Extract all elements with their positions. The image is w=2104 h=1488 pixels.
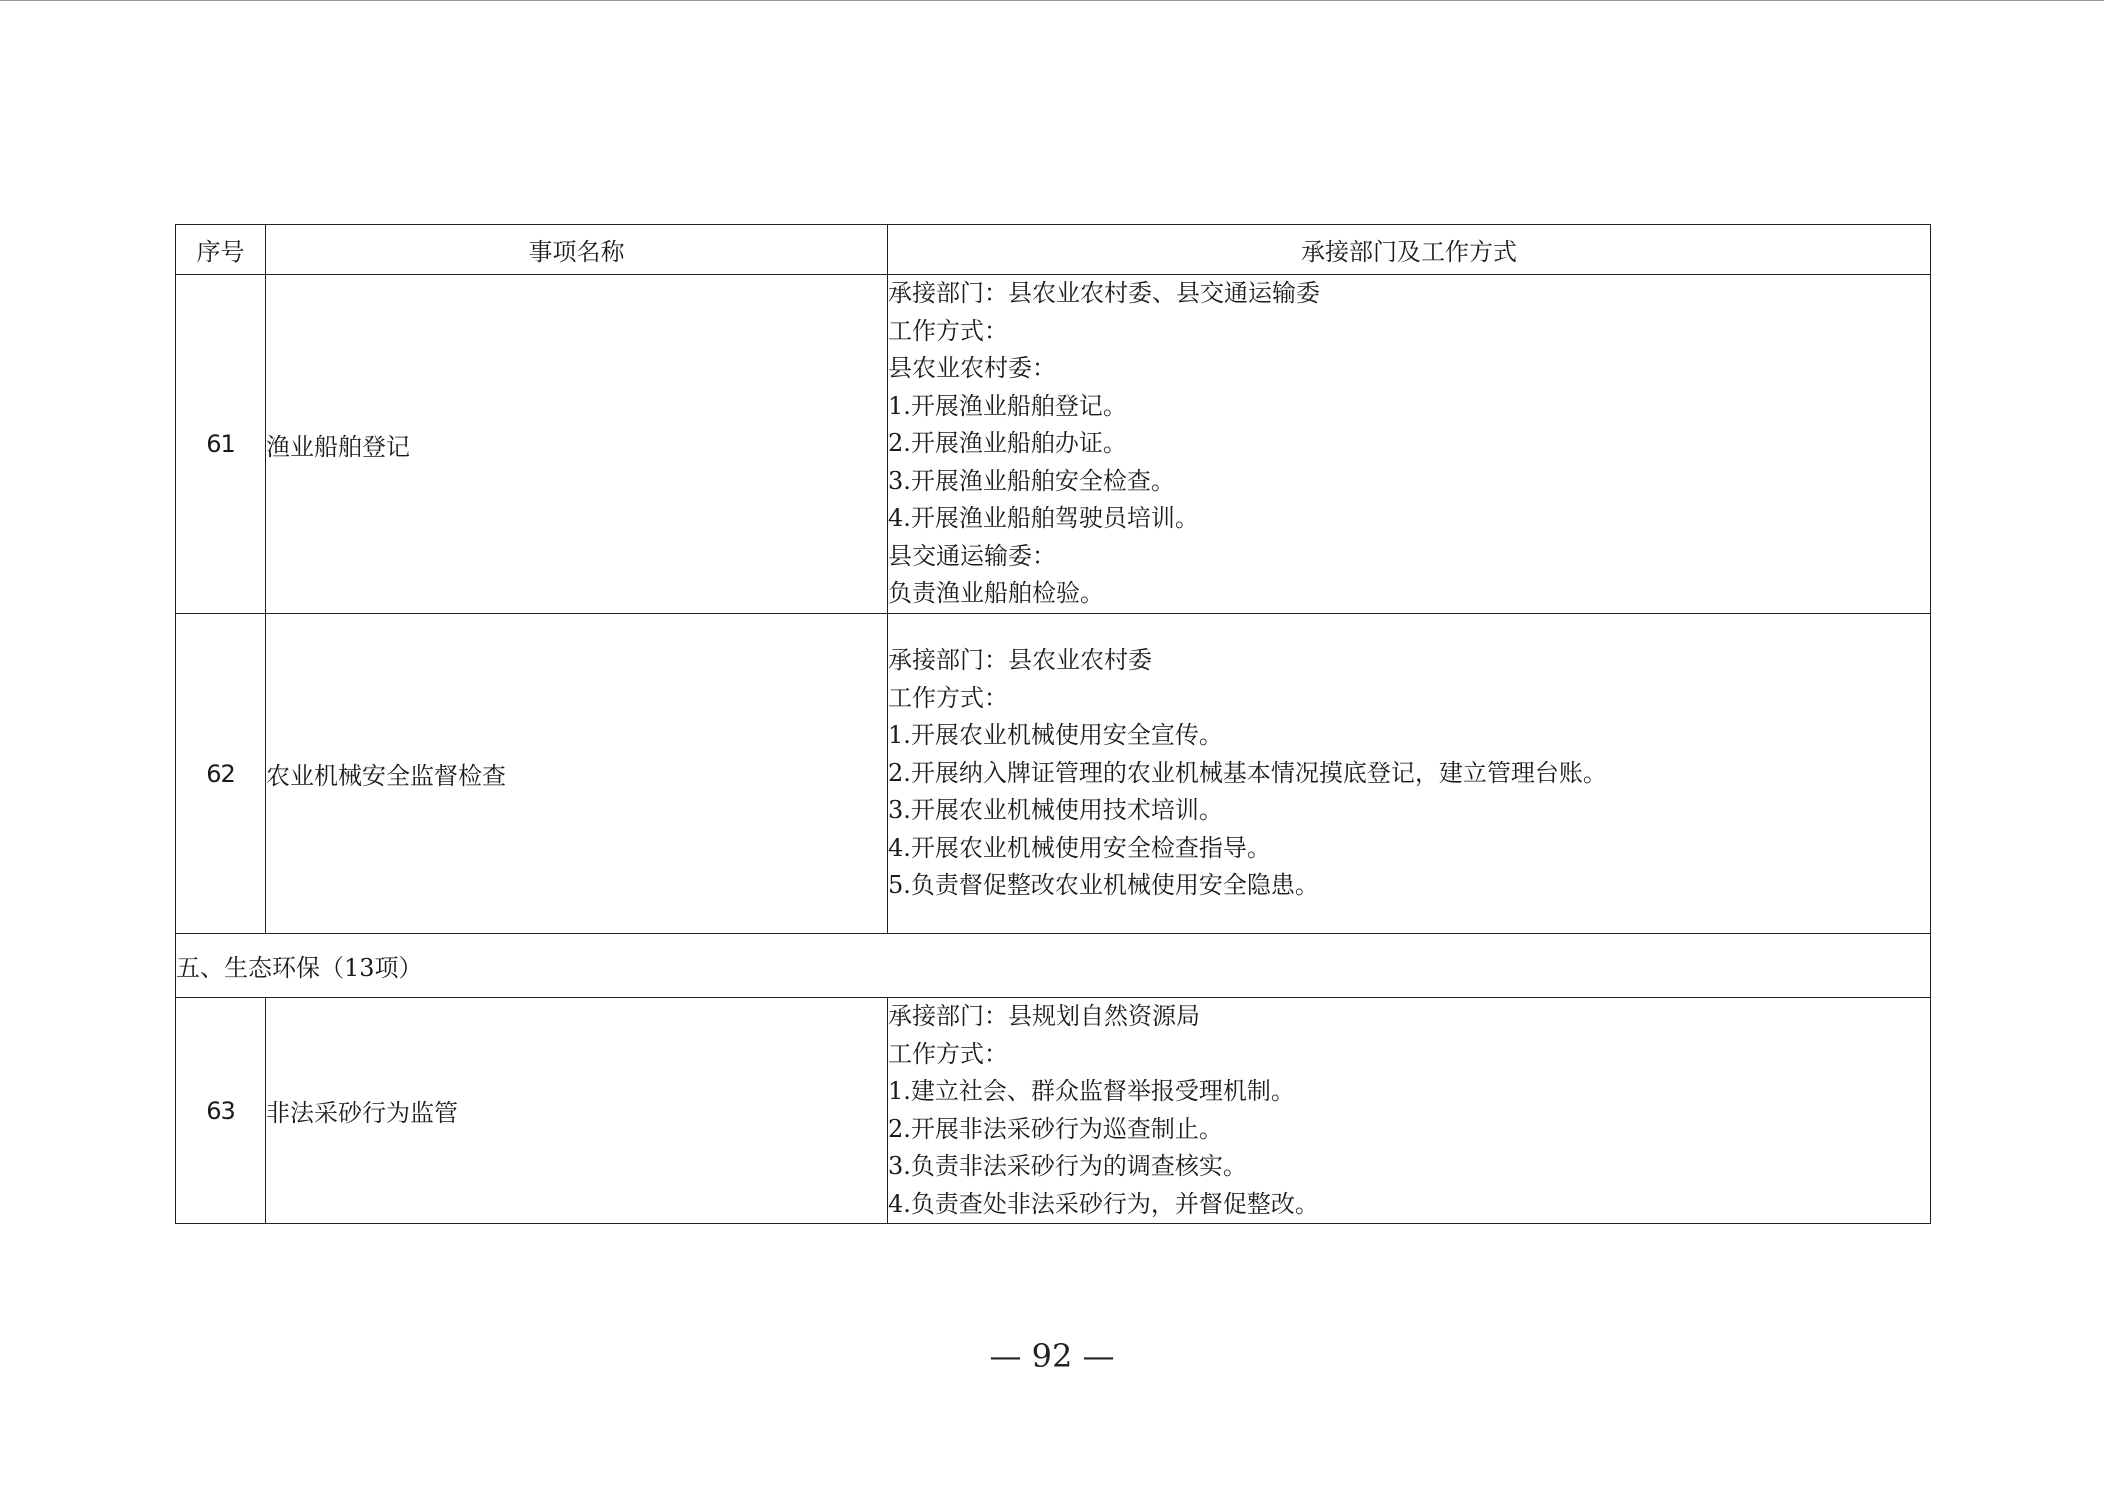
table-header-row — [176, 225, 1931, 275]
row-item-name: 非法采砂行为监管 — [266, 998, 888, 1224]
header-dept-method: 承接部门及工作方式 — [888, 225, 1931, 275]
dept-line: 承接部门：县农业农村委、县交通运输委 — [888, 279, 1320, 308]
row-item-name: 农业机械安全监督检查 — [266, 614, 888, 934]
table-row — [176, 998, 1931, 1224]
dept-line: 3.开展渔业船舶安全检查。 — [888, 466, 1175, 495]
row-seq: 63 — [176, 998, 266, 1224]
service-items-table — [175, 224, 1931, 1224]
header-item-name: 事项名称 — [266, 225, 888, 275]
dept-line: 县农业农村委： — [888, 354, 1056, 383]
dept-line: 2.开展纳入牌证管理的农业机械基本情况摸底登记，建立管理台账。 — [888, 758, 1607, 787]
dept-line: 4.负责查处非法采砂行为，并督促整改。 — [888, 1189, 1319, 1218]
dept-line: 2.开展渔业船舶办证。 — [888, 429, 1127, 458]
dept-line: 3.负责非法采砂行为的调查核实。 — [888, 1152, 1247, 1180]
table-row — [176, 275, 1931, 614]
row-dept-method — [888, 998, 1931, 1224]
dept-line: 5.负责督促整改农业机械使用安全隐患。 — [888, 871, 1319, 900]
dept-line: 4.开展农业机械使用安全检查指导。 — [888, 833, 1271, 862]
dept-line: 承接部门：县规划自然资源局 — [888, 1002, 1200, 1030]
section-heading: 五、生态环保（13项） — [176, 934, 1931, 998]
dept-line: 1.建立社会、群众监督举报受理机制。 — [888, 1077, 1295, 1105]
header-seq: 序号 — [176, 225, 266, 275]
dept-line: 3.开展农业机械使用技术培训。 — [888, 796, 1223, 825]
row-item-name: 渔业船舶登记 — [266, 275, 888, 614]
dept-line: 负责渔业船舶检验。 — [888, 579, 1104, 608]
page-number: — 92 — — [989, 1337, 1115, 1375]
dept-line: 4.开展渔业船舶驾驶员培训。 — [888, 504, 1199, 533]
row-seq: 61 — [176, 275, 266, 614]
dept-line: 工作方式： — [888, 683, 1008, 712]
dept-line: 工作方式： — [888, 316, 1008, 345]
dept-line: 1.开展农业机械使用安全宣传。 — [888, 721, 1223, 750]
dept-line: 2.开展非法采砂行为巡查制止。 — [888, 1114, 1223, 1143]
page-top-edge — [0, 0, 2104, 1]
dept-line: 工作方式： — [888, 1039, 1008, 1068]
dept-line: 县交通运输委： — [888, 541, 1056, 570]
section-row — [176, 934, 1931, 998]
row-dept-method — [888, 614, 1931, 934]
table-row — [176, 614, 1931, 934]
dept-line: 1.开展渔业船舶登记。 — [888, 391, 1127, 420]
row-dept-method — [888, 275, 1931, 614]
row-seq: 62 — [176, 614, 266, 934]
dept-line: 承接部门：县农业农村委 — [888, 646, 1152, 675]
